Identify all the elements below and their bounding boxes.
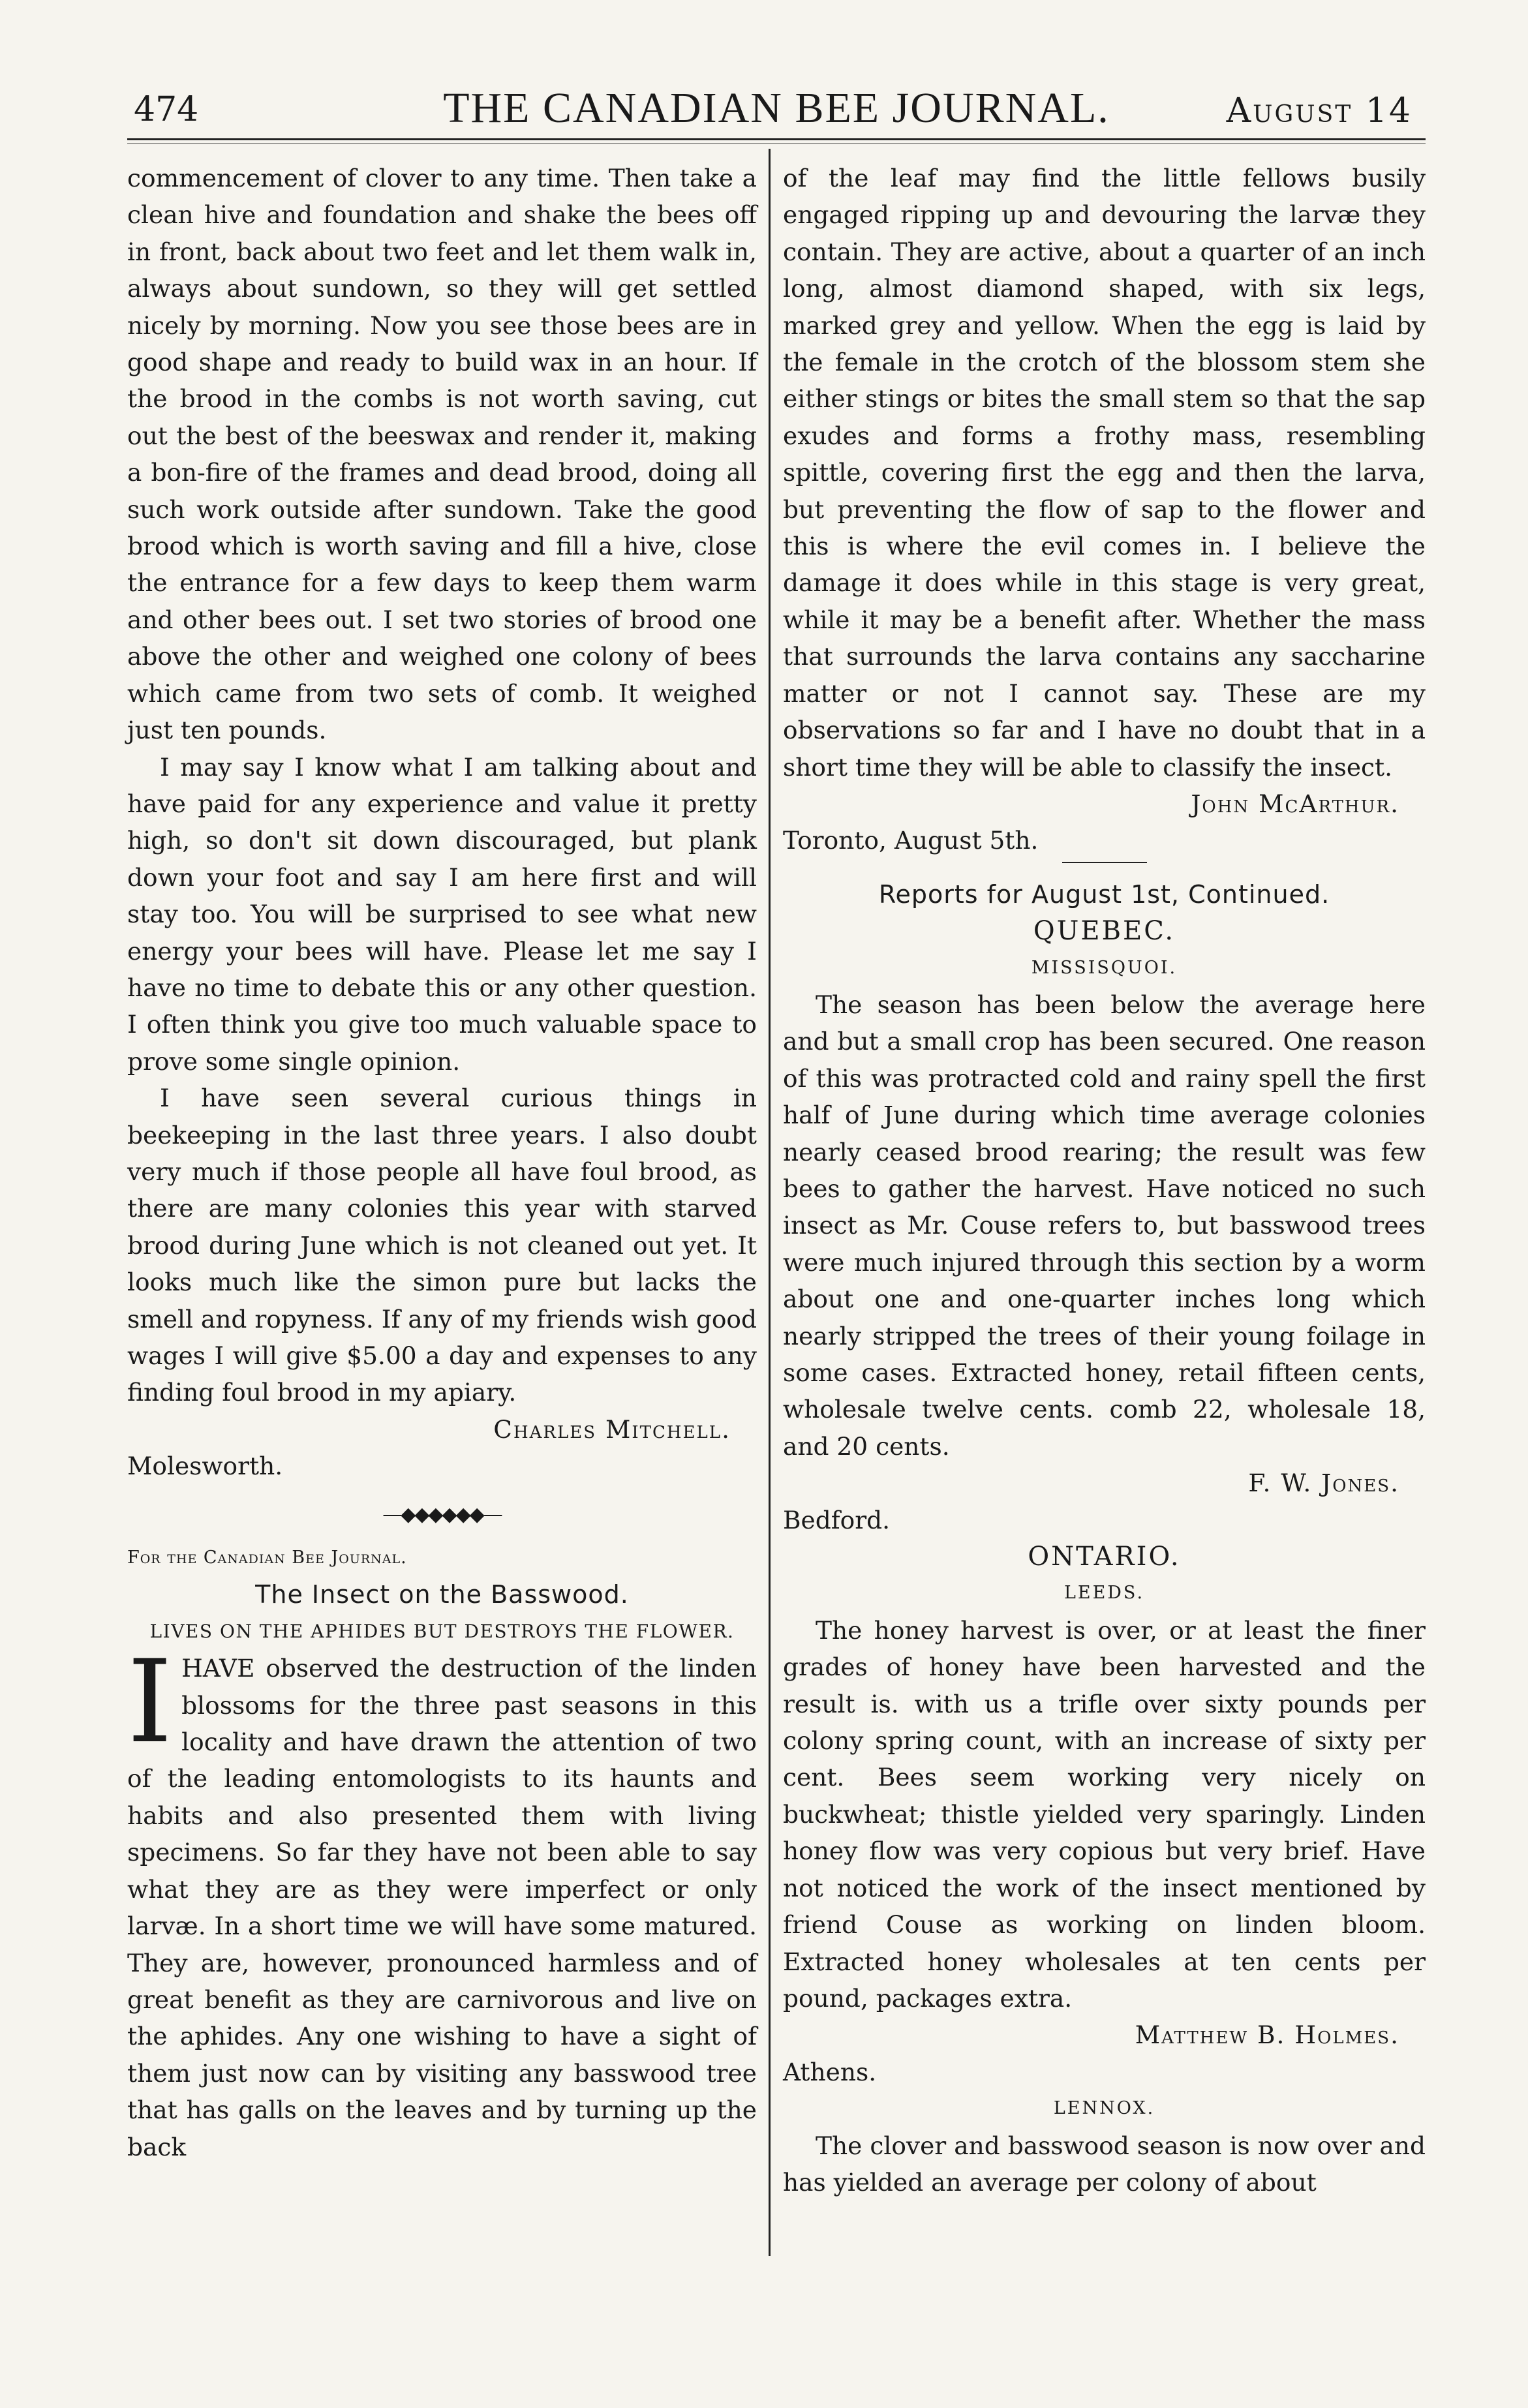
right-column (783, 160, 1426, 2201)
author-location: Bedford. (783, 1505, 891, 1534)
paragraph (127, 1636, 757, 2165)
author-location: Toronto, August 5th. (783, 826, 1039, 855)
section-rule (1062, 862, 1147, 863)
drop-cap: I (127, 1636, 173, 1769)
header-rule (127, 138, 1426, 140)
article-subtitle: LIVES ON THE APHIDES BUT DESTROYS THE FLOWER. (149, 1620, 735, 1642)
paragraph: The clover and basswood season is now over and has yielded an average per colony of about (783, 2131, 1426, 2197)
paragraph: of the leaf may find the little fellows busily engaged ripping up and devouring the larvæ they contain. They are active, about a quarter of an inch long, almost diamond shaped, with six legs, marked grey and yellow. When the egg is laid by the female in the crotch of the blossom stem she either stings or bites the small stem so that the sap exudes and forms a frothy mass, resembling spittle, covering first the egg and then the larva, but preventing the flow of sap to the flower and this is where the evil comes in. I believe the damage it does while in this stage is very great, while it may be a benefit after. Whether the mass that surrounds the larva contains any saccharine matter or not I cannot say. These are my observations so far and I have no doubt that in a short time they will be able to classify the insect. (783, 164, 1426, 782)
paragraph-text: HAVE observed the destruction of the linden blossoms for the three past seasons in this locality and have drawn the attention of two of the leading entomologists to its haunts and habits and also presented them with living specimens. So far they have not been able to say what they are as they were imperfect or only larvæ. In a short time we will have some matured. They are, however, pronounced harmless and of great benefit as they are carnivorous and live on the aphides. Any one wishing to have a sight of them just now can by visiting any basswood tree that has galls on the leaves and by turning up the back (127, 1654, 757, 2161)
author-signature: F. W. Jones. (1248, 1469, 1399, 1498)
county-heading: LENNOX. (1053, 2098, 1155, 2119)
article-title: The Insect on the Basswood. (255, 1580, 629, 1609)
article-kicker: For the Canadian Bee Journal. (127, 1547, 407, 1568)
journal-title: THE CANADIAN BEE JOURNAL. (443, 84, 1110, 132)
author-signature: Charles Mitchell. (493, 1414, 731, 1444)
county-heading: LEEDS. (1063, 1583, 1145, 1604)
region-heading: QUEBEC. (1033, 916, 1176, 947)
author-signature: John McArthur. (1191, 789, 1399, 818)
author-location: Athens. (783, 2057, 877, 2086)
paragraph: I may say I know what I am talking about and have paid for any experience and value it pretty high, so don't sit down discouraged, but plank down your foot and say I am here first and will stay too. You will be surprised to see what new energy your bees will have. Please let me say I have no time to debate this or any other question. I often think you give too much valuable space to prove some single opinion. (127, 752, 757, 1076)
section-heading: Reports for August 1st, Continued. (878, 879, 1330, 909)
paragraph: The honey harvest is over, or at least the finer grades of honey have been harvested and the result is. with us a trifle over sixty pounds per colony spring count, with an increase of sixty per cent. Bees seem working very nicely on buckwheat; thistle yielded very sparingly. Linden honey flow was very copious but very brief. Have not noticed the work of the insect mentioned by friend Couse as working on linden bloom. Extracted honey wholesales at ten cents per pound, packages extra. (783, 1615, 1426, 2013)
left-column (127, 160, 757, 2165)
paragraph: commencement of clover to any time. Then take a clean hive and foundation and shake the bees off in front, back about two feet and let them walk in, always about sundown, so they will get settled nicely by morning. Now you see those bees are in good shape and ready to build wax in an hour. If the brood in the combs is not worth saving, cut out the best of the beeswax and render it, making a bon-fire of the frames and dead brood, doing all such work outside after sundown. Take the good brood which is worth saving and fill a hive, close the entrance for a few days to keep them warm and other bees out. I set two stories of brood one above the other and weighed one colony of bees which came from two sets of comb. It weighed just ten pounds. (127, 164, 757, 745)
section-ornament: —◆◆◆◆◆◆— (382, 1502, 502, 1526)
region-heading: ONTARIO. (1028, 1542, 1181, 1572)
page-header (127, 77, 1426, 139)
author-signature: Matthew B. Holmes. (1135, 2020, 1399, 2050)
page-number: 474 (134, 90, 199, 129)
column-divider (769, 149, 771, 2256)
issue-date: August 14 (1226, 91, 1413, 130)
paragraph: The season has been below the average here and but a small crop has been secured. One reason of this was protracted cold and rainy spell the first half of June during which time average colonies nearly ceased brood rearing; the result was few bees to gather the harvest. Have noticed no such insect as Mr. Couse refers to, but basswood trees were much injured through this section by a worm about one and one-quarter inches long which nearly stripped the trees of their young foilage in some cases. Extracted honey, retail fifteen cents, wholesale twelve cents. comb 22, wholesale 18, and 20 cents. (783, 990, 1426, 1461)
author-location: Molesworth. (127, 1452, 283, 1481)
county-heading: MISSISQUOI. (1031, 957, 1178, 978)
paragraph: I have seen several curious things in beekeeping in the last three years. I also doubt very much if those people all have foul brood, as there are many colonies this year with starved brood during June which is not cleaned out yet. It looks much like the simon pure but lacks the smell and ropyness. If any of my friends wish good wages I will give $5.00 a day and expenses to any finding foul brood in my apiary. (127, 1084, 757, 1407)
